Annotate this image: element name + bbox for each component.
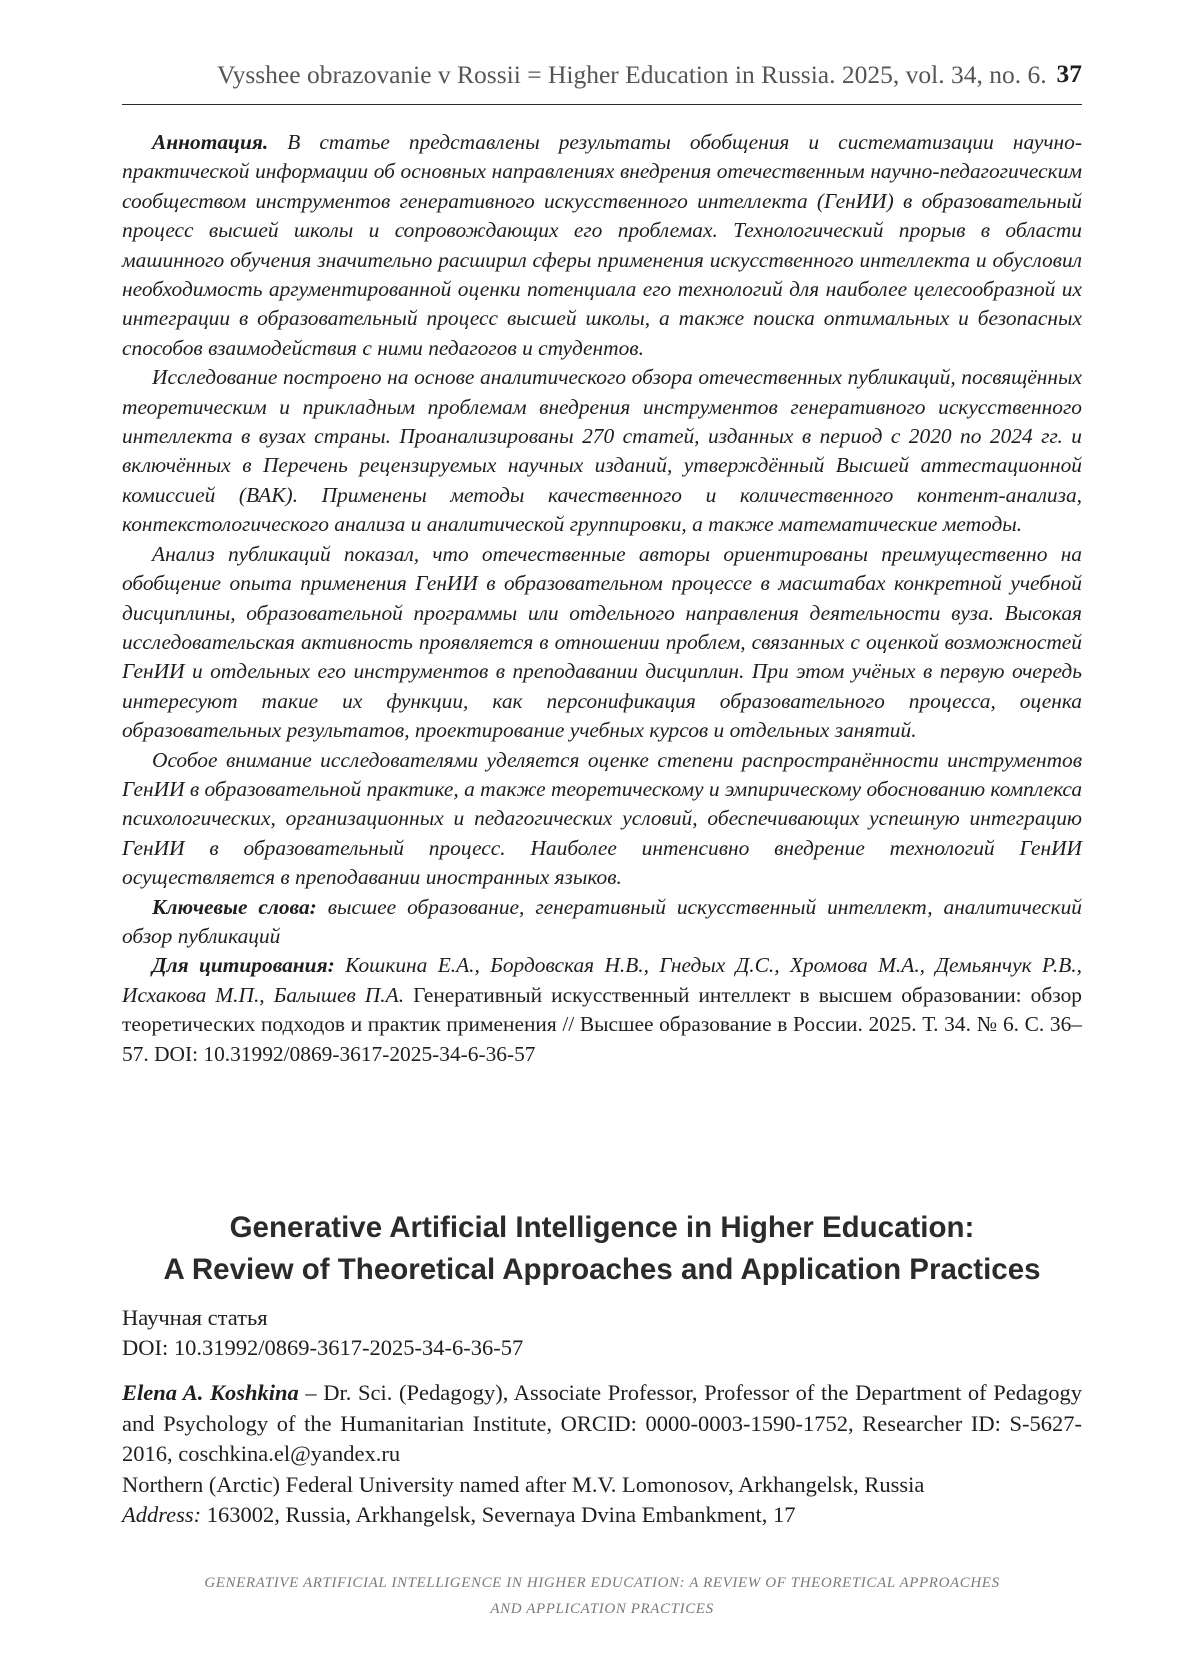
abstract-paragraph-1 — [122, 128, 1082, 363]
footer-line-1: GENERATIVE ARTIFICIAL INTELLIGENCE IN HIGHER EDUCATION: A REVIEW OF THEORETICAL APPROACHES — [204, 1575, 1000, 1591]
author-name: Elena A. Koshkina — [122, 1380, 299, 1405]
citation-paragraph — [122, 951, 1082, 1069]
footer-line-2: AND APPLICATION PRACTICES — [490, 1601, 714, 1617]
page-number: 37 — [1056, 59, 1082, 88]
address-label: Address: — [122, 1502, 202, 1528]
citation-label: Для цитирования: — [152, 953, 335, 978]
citation-authors: Кошкина Е.А., Бордовская Н.В., Гнедых Д.С., Хромова М.А., Демьянчук Р.В., Исхакова М.П., Балышев П.А. — [122, 953, 1082, 1007]
english-title-line-1: Generative Artificial Intelligence in Higher Education: — [229, 1211, 975, 1244]
author-details: – Dr. Sci. (Pedagogy), Associate Professor, Professor of the Department of Pedagogy and Psychology of the Humanitarian Institute, ORCID: 0000-0003-1590-1752, Researcher ID: S-5627-2016, coschkina.el@yandex.ru — [122, 1380, 1083, 1467]
header-rule — [122, 104, 1082, 105]
author-bio — [122, 1378, 1082, 1470]
article-type: Научная статья — [122, 1305, 268, 1330]
abstract-paragraph-2: Исследование построено на основе аналитического обзора отечественных публикаций, посвящённых теоретическим и прикладным проблемам внедрения инструментов генеративного искусственного интеллекта в вузах страны. Проанализированы 270 статей, изданных в период с 2020 по 2024 гг. и включённых в Перечень рецензируемых научных изданий, утверждённый Высшей аттестационной комиссией (ВАК). Применены методы качественного и количественного контент-анализа, контекстологического анализа и аналитической группировки, а также математические методы. — [122, 365, 1082, 537]
author-affiliation: Northern (Arctic) Federal University named after M.V. Lomonosov, Arkhangelsk, Russia — [122, 1471, 925, 1497]
author-address — [122, 1500, 1082, 1531]
abstract-section — [122, 128, 1082, 1069]
abstract-label: Аннотация. — [152, 130, 269, 154]
citation-text: Генеративный искусственный интеллект в высшем образовании: обзор теоретических подходов и практик применения // Высшее образование в России. 2025. Т. 34. № 6. С. 36–57. DOI: 10.31992/0869-3617-2025-34-6-36-57 — [122, 982, 1082, 1066]
address-text: 163002, Russia, Arkhangelsk, Severnaya Dvina Embankment, 17 — [206, 1502, 796, 1528]
abstract-text-1: В статье представлены результаты обобщения и систематизации научно-практической информации об основных направлениях внедрения отечественным научно-педагогическим сообществом инструментов генеративного искусственного интеллекта (ГенИИ) в образовательный процесс высшей школы и сопровождающих его проблемах. Технологический прорыв в области машинного обучения значительно расширил сферы применения искусственного интеллекта и обусловил необходимость аргументированной оценки потенциала его технологий для наиболее целесообразной их интеграции в образовательный процесс высшей школы, а также поиска оптимальных и безопасных способов взаимодействия с ними педагогов и студентов. — [122, 130, 1082, 360]
journal-citation-header: Vysshee obrazovanie v Rossii = Higher Education in Russia. 2025, vol. 34, no. 6. — [217, 60, 1047, 89]
running-footer — [122, 1570, 1082, 1622]
abstract-paragraph-4: Особое внимание исследователями уделяется оценке степени распространённости инструментов ГенИИ в образовательной практике, а также теоретическому и эмпирическому обоснованию комплекса психологических, организационных и педагогических условий, обеспечивающих успешную интеграцию ГенИИ в образовательный процесс. Наиболее интенсивно внедрение технологий ГенИИ осуществляется в преподавании иностранных языков. — [122, 747, 1083, 890]
abstract-paragraph-3: Анализ публикаций показал, что отечественные авторы ориентированы преимущественно на обобщение опыта применения ГенИИ в образовательном процессе в масштабах конкретной учебной дисциплины, образовательной программы или отдельного направления деятельности вуза. Высокая исследовательская активность проявляется в отношении проблем, связанных с оценкой возможностей ГенИИ и отдельных его инструментов в преподавании дисциплин. При этом учёных в первую очередь интересуют такие их функции, как персонификация образовательного процесса, оценка образовательных результатов, проектирование учебных курсов и отдельных занятий. — [122, 541, 1082, 743]
english-title-line-2: A Review of Theoretical Approaches and Application Practices — [163, 1253, 1041, 1286]
keywords-label: Ключевые слова: — [152, 894, 317, 919]
article-doi: DOI: 10.31992/0869-3617-2025-34-6-36-57 — [122, 1335, 524, 1360]
english-title — [122, 1207, 1082, 1291]
article-meta — [122, 1303, 1082, 1363]
author-info — [122, 1378, 1082, 1531]
keywords-paragraph — [122, 893, 1082, 952]
keywords-text: высшее образование, генеративный искусственный интеллект, аналитический обзор публикаций — [122, 894, 1082, 948]
